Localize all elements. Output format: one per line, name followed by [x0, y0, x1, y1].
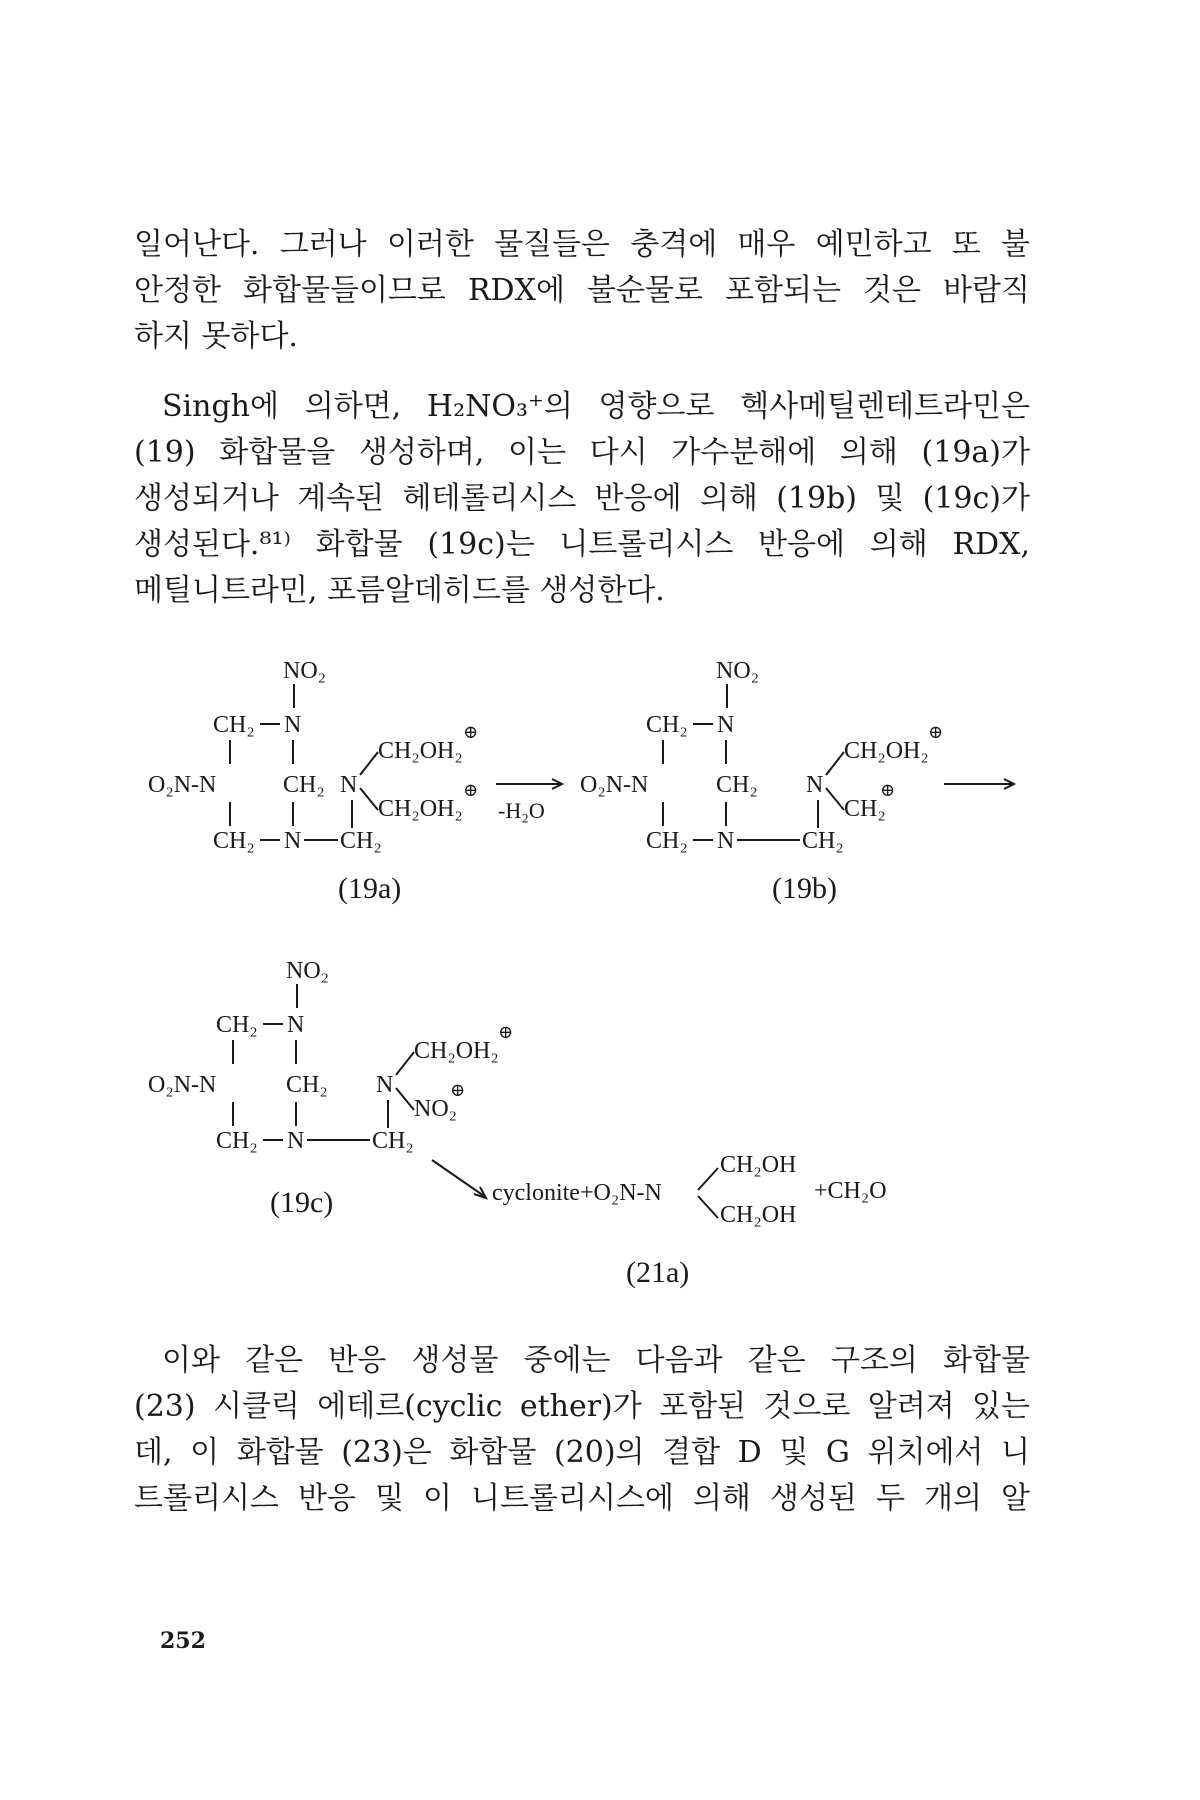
reaction-arrow-1	[496, 779, 562, 823]
o2n-n-group: O₂N-N	[148, 772, 217, 798]
paragraph-3	[134, 1338, 1030, 1522]
text-line: 생성되거나 계속된 헤테롤리시스 반응에 의해 (19b) 및 (19c)가	[134, 481, 1030, 516]
text-line: 생성된다.⁸¹⁾ 화합물 (19c)는 니트롤리시스 반응에 의해 RDX,	[134, 527, 1030, 562]
text-line: 트롤리시스 반응 및 이 니트롤리시스에 의해 생성된 두 개의 알	[134, 1481, 1030, 1516]
n-atom: N	[284, 828, 302, 854]
ch2oh-group: CH₂OH	[720, 1202, 797, 1228]
ch2-group: CH₂	[216, 1128, 258, 1154]
text-line: 하지 못하다.	[134, 319, 298, 354]
label-19b: (19b)	[772, 872, 837, 905]
text-line: 데, 이 화합물 (23)은 화합물 (20)의 결합 D 및 G 위치에서 니	[134, 1435, 1030, 1470]
ch2oh2-group: CH₂OH₂	[844, 738, 929, 764]
text-line: 안정한 화합물들이므로 RDX에 불순물로 포함되는 것은 바람직	[134, 273, 1030, 308]
positive-charge: ⊕	[928, 722, 944, 742]
structure-19a	[148, 658, 478, 905]
no2-group: NO₂	[414, 1096, 458, 1122]
plus-ch2o: +CH₂O	[814, 1178, 887, 1204]
label-21a: (21a)	[626, 1256, 690, 1289]
ch2-group: CH₂	[286, 1072, 328, 1098]
text-line: (23) 시클릭 에테르(cyclic ether)가 포함된 것으로 알려져 있는	[134, 1389, 1030, 1424]
products	[492, 1152, 887, 1289]
ch2oh2-group: CH₂OH₂	[378, 738, 463, 764]
ch2-group: CH₂	[213, 828, 255, 854]
n-atom: N	[376, 1072, 394, 1098]
ch2-group: CH₂	[213, 712, 255, 738]
structure-19b	[580, 658, 943, 905]
n-atom: N	[806, 772, 824, 798]
o2n-n-group: O₂N-N	[148, 1072, 217, 1098]
ch2-group: CH₂	[646, 828, 688, 854]
text-line: 이와 같은 반응 생성물 중에는 다음과 같은 구조의 화합물	[162, 1343, 1030, 1378]
positive-charge: ⊕	[880, 780, 896, 800]
ch2-group: CH₂	[216, 1012, 258, 1038]
ch2-group: CH₂	[646, 712, 688, 738]
no2-group: NO₂	[283, 658, 327, 684]
text-line: (19) 화합물을 생성하며, 이는 다시 가수분해에 의해 (19a)가	[134, 435, 1030, 470]
label-19c: (19c)	[270, 1186, 334, 1219]
label-19a: (19a)	[338, 872, 402, 905]
text-line: Singh에 의하면, H₂NO₃⁺의 영향으로 헥사메틸렌테트라민은	[162, 389, 1030, 424]
no2-group: NO₂	[716, 658, 760, 684]
ch2-group: CH₂	[340, 828, 382, 854]
arrow-1-label: -H₂O	[498, 798, 545, 823]
no2-group: NO₂	[286, 958, 330, 984]
structure-19c	[148, 958, 513, 1219]
n-atom: N	[287, 1012, 305, 1038]
n-atom: N	[340, 772, 358, 798]
positive-charge: ⊕	[450, 1080, 466, 1100]
n-atom: N	[717, 828, 735, 854]
positive-charge: ⊕	[498, 1022, 514, 1042]
ch2-group: CH₂	[844, 796, 886, 822]
positive-charge: ⊕	[463, 780, 479, 800]
product-text: cyclonite+O₂N-N	[492, 1180, 662, 1206]
text-line: 메틸니트라민, 포름알데히드를 생성한다.	[134, 573, 665, 608]
n-atom: N	[287, 1128, 305, 1154]
text-line: 일어난다. 그러나 이러한 물질들은 충격에 매우 예민하고 또 불	[134, 227, 1030, 262]
n-atom: N	[717, 712, 735, 738]
ch2oh2-group: CH₂OH₂	[414, 1038, 499, 1064]
ch2-group: CH₂	[716, 772, 758, 798]
ch2oh2-group: CH₂OH₂	[378, 796, 463, 822]
reaction-arrow-2	[944, 779, 1014, 789]
ch2-group: CH₂	[283, 772, 325, 798]
ch2oh-group: CH₂OH	[720, 1152, 797, 1178]
page-number: 252	[160, 1628, 206, 1654]
o2n-n-group: O₂N-N	[580, 772, 649, 798]
positive-charge: ⊕	[463, 722, 479, 742]
n-atom: N	[284, 712, 302, 738]
ch2-group: CH₂	[802, 828, 844, 854]
ch2-group: CH₂	[372, 1128, 414, 1154]
reaction-arrow-3	[432, 1160, 486, 1198]
